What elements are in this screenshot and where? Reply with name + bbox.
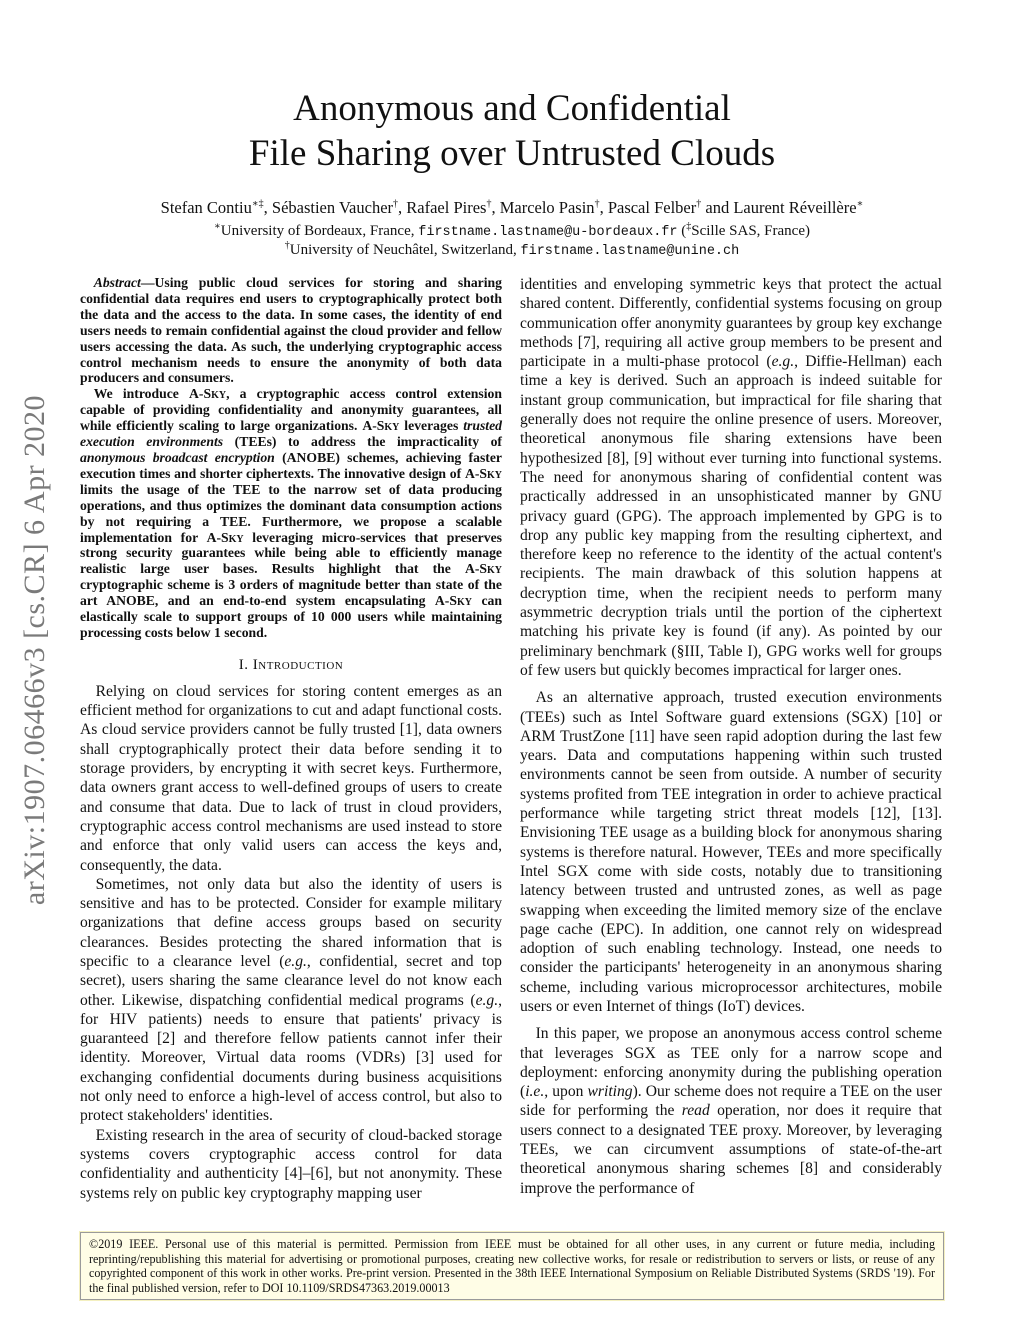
- asky-term: A-Sky: [206, 529, 244, 545]
- intro-paragraph-3-cont: [520, 275, 942, 680]
- affiliation-paren: (: [677, 223, 687, 239]
- abstract: [80, 275, 502, 386]
- affiliation-email: firstname.lastname@u-bordeaux.fr: [418, 225, 678, 240]
- abstract-text: cryptographic scheme is 3 orders of magnitude better than state of the art ANOBE, and an end-to-end system encapsulating: [80, 577, 502, 609]
- author-mark: †: [393, 198, 399, 210]
- anobe-term: anonymous broadcast encryption: [80, 449, 275, 465]
- term-writing: writing: [587, 1083, 633, 1101]
- abstract-dash: —: [140, 275, 155, 290]
- intro-paragraph-3: Existing research in the area of security of cloud-backed storage systems covers cryptographic access control for data confidentiality and authenticity [4]–[6], but not anonymity. These systems rely on public key cryptography mapping user: [80, 1126, 502, 1202]
- abbrev-eg: e.g.: [771, 353, 795, 371]
- paragraph-text: , upon: [544, 1083, 588, 1101]
- asky-term: A-Sky: [189, 386, 227, 402]
- author-sep: ,: [599, 198, 608, 217]
- paragraph-text: In this paper, we propose an anonymous access control scheme that leverages SGX as TEE only for a narrow scope and deployment: enforcing anonymity during the publishing operation (: [520, 1025, 942, 1101]
- abbrev-eg: e.g.: [475, 991, 499, 1009]
- abstract-text: We introduce: [93, 386, 190, 402]
- arxiv-identifier-sidebar: [0, 360, 70, 940]
- left-column: [80, 275, 502, 1203]
- asky-term: A-Sky: [362, 418, 400, 434]
- abstract-text: leverages: [399, 418, 464, 434]
- abstract-text: (TEEs) to address the impracticality of: [223, 434, 502, 450]
- affiliation-mark: ‡: [686, 221, 692, 232]
- author-list: [90, 198, 934, 218]
- author-name: Pascal Felber: [607, 198, 697, 217]
- tee-term: trusted execution environments: [80, 418, 502, 450]
- abstract-text: Using public cloud services for storing and sharing confidential data requires end users to cryptographically protect both the data and the access to the data. In some cases, the identity of end users needs to remain confidential against the cloud provider and fellow users accessing the data. As such, the underlying cryptographic access control mechanism needs to ensure the anonymity of both data producers and consumers.: [80, 275, 502, 386]
- arxiv-identifier: arXiv:1907.06466v3 [cs.CR] 6 Apr 2020: [18, 394, 51, 906]
- author-mark: †: [594, 198, 600, 210]
- abstract-text: can elastically scale to support groups of 10 000 users while maintaining processing costs below 1 second.: [80, 593, 502, 640]
- author-mark: †: [696, 198, 702, 210]
- asky-term: A-Sky: [434, 593, 472, 609]
- author-name: Stefan Contiu: [160, 198, 252, 217]
- right-column: [520, 275, 942, 1198]
- paragraph-text: operation, nor does it require that users connect to a designated TEE proxy. Moreover, by leveraging TEEs, we can circumvent assumptions of state-of-the-art theoretical anonymous sharing schemes [8] and considerably improve the performance of: [520, 1102, 942, 1197]
- author-mark: ∗‡: [251, 198, 264, 210]
- abbrev-ie: i.e.: [525, 1083, 545, 1101]
- abstract-text: , a cryptographic access control extension capable of providing confidentiality and anonymity guarantees, all while efficiently scaling to large organizations.: [80, 386, 502, 434]
- paragraph-text: identities and enveloping symmetric keys that protect the actual shared content. Differently, confidential systems focusing on group communication offer anonymity guarantees by group key exchange methods [7], requiring all active group members to be present and participate in a multi-phase protocol (: [520, 276, 942, 371]
- abbrev-eg: e.g.: [284, 953, 307, 970]
- affiliation-text: University of Bordeaux, France,: [220, 223, 419, 239]
- abstract-text: (ANOBE) schemes, achieving faster execution times and shorter ciphertexts. The innovative design of: [80, 449, 502, 481]
- abstract-text: leveraging micro-services that preserves strong security guarantees while being able to efficiently manage realistic large user bases. Results highlight that the: [80, 529, 502, 577]
- title-line-1: Anonymous and Confidential: [293, 88, 731, 129]
- author-sep: and: [701, 198, 734, 217]
- affiliation-mark: ∗: [214, 221, 221, 232]
- author-name: Sébastien Vaucher: [271, 198, 394, 217]
- author-sep: ,: [398, 198, 407, 217]
- intro-paragraph-5: [520, 1024, 942, 1198]
- affiliation-email: firstname.lastname@unine.ch: [520, 244, 740, 259]
- intro-paragraph-2: [80, 875, 502, 1126]
- title-line-2: File Sharing over Untrusted Clouds: [248, 133, 776, 174]
- author-sep: ,: [491, 198, 500, 217]
- affiliation-text: Scille SAS, France): [691, 223, 810, 239]
- affiliation-bordeaux: [90, 223, 934, 240]
- asky-term: A-Sky: [464, 561, 502, 577]
- paragraph-text: ). Our scheme does not require a TEE on the user side for performing the: [520, 1083, 942, 1120]
- affiliation-neuchatel: [90, 242, 934, 259]
- paragraph-text: , for HIV patients) needs to ensure that patients' privacy is guaranteed [2] and therefore fellow patients cannot infer their identity. Moreover, Virtual data rooms (VDRs) [3] used for exchanging confidential documents during business acquisitions not only need to enforce a high-level of access control, but also to protect stakeholders' identities.: [80, 991, 502, 1125]
- abstract-paragraph-2: [80, 386, 502, 641]
- paragraph-text: Sometimes, not only data but also the identity of users is sensitive and has to be protected. Consider for example military organizations that define access groups based on security clearances. Besides protecting the shared information that is specific to a clearance level (: [80, 875, 502, 970]
- author-mark: †: [486, 198, 492, 210]
- author-sep: ,: [263, 198, 272, 217]
- paragraph-text: , confidential, secret and top secret), users sharing the same clearance level do not know each other. Likewise, dispatching confidential medical programs (: [80, 953, 502, 1009]
- term-read: read: [681, 1102, 710, 1120]
- affiliation-mark: †: [284, 240, 290, 251]
- paper-title: [150, 86, 874, 176]
- author-mark: ∗: [856, 198, 864, 210]
- intro-paragraph-1: Relying on cloud services for storing content emerges as an efficient method for organizations to cut and adapt functional costs. As cloud service providers cannot be fully trusted [1], data owners shall cryptographically protect their data before sending it to storage providers, by encrypting it with secret keys. Furthermore, data owners grant access to well-defined groups of users to create and consume that data. Due to lack of trust in cloud providers, cryptographic access control mechanisms are used instead to store and enforce that only valid users can access the keys and, consequently, the data.: [80, 682, 502, 874]
- section-heading-introduction: I. Introduction: [238, 656, 344, 673]
- paragraph-text: , Diffie-Hellman) each time a key is derived. Such an approach is indeed suitable for instant group communication, but impractical for file sharing that generally does not require the online presence of users. Moreover, theoretical anonymous file sharing extensions have been hypothesized [8], [9] without ever turning into functional systems. The need for anonymous sharing of confidential content was practically addressed in an unsophisticated manner by GNU privacy guard (GPG). The approach implemented by GPG is to drop any public key mapping from the resulting ciphertext, and therefore keep no reference to the identity of the actual content's recipients. The main drawback of this solution happens at decryption time, when the recipient needs to perform many asymmetric decryption trials until the portion of the ciphertext matching his private key is found (if any). As pointed by our preliminary benchmark (§III, Table I), GPG works well for groups of few users but quickly becomes impractical for larger ones.: [520, 353, 943, 679]
- copyright-notice: ©2019 IEEE. Personal use of this material is permitted. Permission from IEEE must be obtained for all other uses, in any current or future media, including reprinting/republishing this material for advertising or promotional purposes, creating new collective works, for resale or redistribution to servers or lists, or reuse of any copyrighted component of this work in other works. Pre-print version. Presented in the 38th IEEE International Symposium on Reliable Distributed Systems (SRDS '19). For the final published version, refer to DOI 10.1109/SRDS47363.2019.00013: [80, 1232, 944, 1300]
- affiliation-text: University of Neuchâtel, Switzerland,: [289, 242, 521, 258]
- author-name: Laurent Réveillère: [733, 198, 857, 217]
- author-name: Marcelo Pasin: [499, 198, 595, 217]
- intro-paragraph-4: As an alternative approach, trusted execution environments (TEEs) such as Intel Software guard extensions (SGX) [10] or ARM TrustZone [11] have seen rapid adoption during the last few years. Data and computations happening within such trusted environments cannot be seen from outside. A number of security systems profited from TEE integration in order to achieve practical performance while targeting strict threat models [12], [13]. Envisioning TEE usage as a building block for anonymous sharing systems is therefore natural. However, TEEs and more specifically Intel SGX come with side costs, notably due to transitioning latency between trusted and untrusted zones, as well as page swapping when exceeding the limited memory size of the enclave page cache (EPC). In addition, one cannot rely on widespread adoption of such enabling technology. Instead, one needs to consider the participants' heterogeneity in an anonymous sharing scheme, including various microprocessor architectures, mobile users or even Internet of things (IoT) devices.: [520, 689, 942, 1015]
- abstract-text: limits the usage of the TEE to the narrow set of data producing operations, and thus optimizes the dominant data consumption actions by not requiring a TEE. Furthermore, we propose a scalable implementation for: [80, 481, 502, 545]
- abstract-lead: Abstract: [93, 275, 141, 290]
- asky-term: A-Sky: [464, 465, 502, 481]
- author-name: Rafael Pires: [406, 198, 487, 217]
